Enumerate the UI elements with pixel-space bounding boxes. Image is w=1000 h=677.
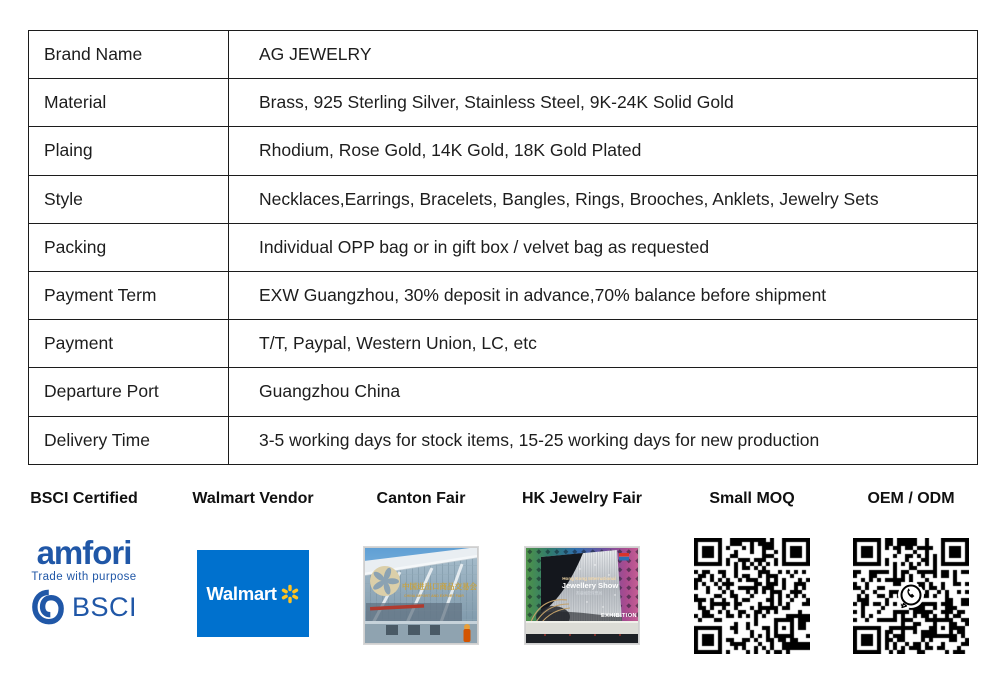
table-row <box>29 416 978 464</box>
row-value: AG JEWELRY <box>229 31 978 79</box>
whatsapp-icon <box>896 581 926 611</box>
badge-small-moq <box>677 490 827 654</box>
show-logo-icon <box>619 553 629 561</box>
whatsapp-qr-code <box>853 538 969 654</box>
badge-oem-odm <box>836 490 986 654</box>
row-label: Style <box>29 175 229 223</box>
canton-fair-photo <box>363 546 479 645</box>
row-label: Departure Port <box>29 368 229 416</box>
table-row <box>29 127 978 175</box>
badge-label: OEM / ODM <box>867 490 955 507</box>
row-value: 3-5 working days for stock items, 15-25 working days for new production <box>229 416 978 464</box>
badge-label: Walmart Vendor <box>192 490 314 507</box>
table-row <box>29 271 978 319</box>
badge-label: HK Jewelry Fair <box>521 490 643 507</box>
row-label: Packing <box>29 223 229 271</box>
qr-canvas <box>694 538 810 654</box>
walmart-wordmark: Walmart <box>206 582 277 604</box>
bsci-spiral-icon <box>31 588 65 626</box>
hk-jewelry-fair-photo <box>524 546 640 645</box>
table-row <box>29 320 978 368</box>
row-value: Brass, 925 Sterling Silver, Stainless Steel, 9K-24K Solid Gold <box>229 79 978 127</box>
amfori-bsci-logo <box>9 534 159 626</box>
row-label: Delivery Time <box>29 416 229 464</box>
certification-badges <box>0 490 1000 677</box>
row-label: Brand Name <box>29 31 229 79</box>
amfori-wordmark: amfori <box>36 534 132 571</box>
walmart-logo <box>197 550 309 637</box>
badge-label: BSCI Certified <box>30 490 138 507</box>
hk-show-exhibition-text: EXHIBITION <box>600 613 637 619</box>
table-row <box>29 175 978 223</box>
table-row <box>29 223 978 271</box>
spec-table <box>28 30 978 465</box>
badge-canton-fair <box>346 490 496 645</box>
row-label: Payment <box>29 320 229 368</box>
row-value: Guangzhou China <box>229 368 978 416</box>
row-value: T/T, Paypal, Western Union, LC, etc <box>229 320 978 368</box>
table-row <box>29 368 978 416</box>
row-label: Material <box>29 79 229 127</box>
badge-label: Small MOQ <box>709 490 795 507</box>
hk-show-line1: Hong Kong International <box>562 576 616 581</box>
table-row <box>29 31 978 79</box>
wechat-qr-code <box>694 538 810 654</box>
row-value: Individual OPP bag or in gift box / velvet bag as requested <box>229 223 978 271</box>
row-value: EXW Guangzhou, 30% deposit in advance,70% balance before shipment <box>229 271 978 319</box>
table-row <box>29 79 978 127</box>
badge-hk-jewelry-fair <box>507 490 657 645</box>
badge-bsci <box>9 490 159 626</box>
canton-fair-cn-title: 中国进出口商品交易会 <box>402 582 477 591</box>
row-label: Plaing <box>29 127 229 175</box>
amfori-tagline: Trade with purpose <box>31 571 137 583</box>
bsci-label: BSCI <box>71 591 138 622</box>
hk-show-line2: Jewellery Show <box>561 581 619 590</box>
badge-walmart <box>178 490 328 637</box>
badge-label: Canton Fair <box>376 490 466 507</box>
canton-fair-en-title: CHINA IMPORT AND EXPORT FAIR <box>404 594 464 598</box>
row-label: Payment Term <box>29 271 229 319</box>
canton-fair-flower-icon <box>370 566 400 596</box>
hk-show-line3: 香港國際珠寶展 <box>575 591 603 596</box>
walmart-spark-icon <box>280 584 300 604</box>
row-value: Necklaces,Earrings, Bracelets, Bangles, Rings, Brooches, Anklets, Jewelry Sets <box>229 175 978 223</box>
row-value: Rhodium, Rose Gold, 14K Gold, 18K Gold Plated <box>229 127 978 175</box>
